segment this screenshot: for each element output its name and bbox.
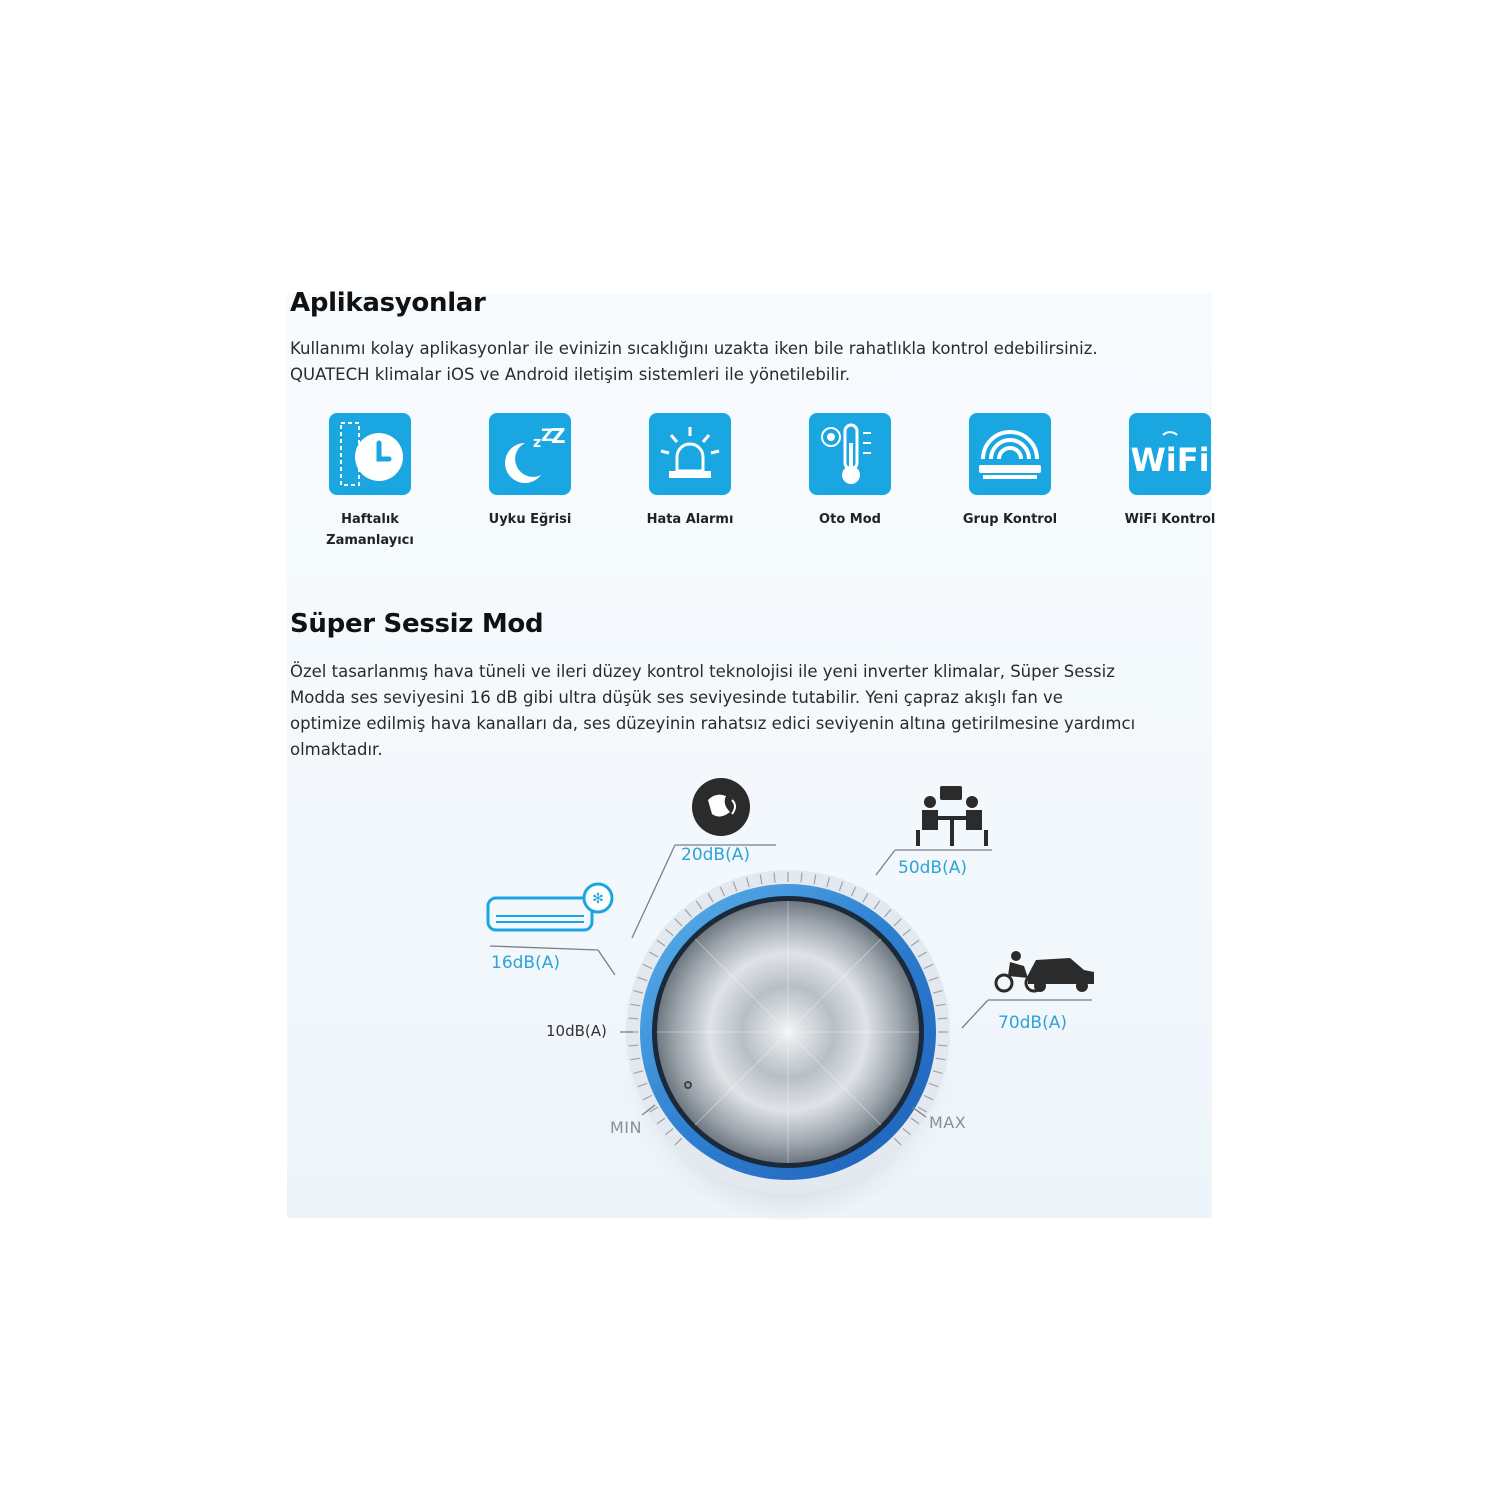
- feature-label: Uyku Eğrisi: [488, 512, 572, 527]
- air-conditioner-icon: [488, 884, 612, 930]
- apps-title: Aplikasyonlar: [290, 288, 486, 318]
- apps-description: [290, 336, 1190, 388]
- feature-error-alarm: [610, 413, 770, 530]
- svg-text:Z: Z: [541, 426, 554, 446]
- feature-auto-mode: [770, 413, 930, 530]
- feature-label: WiFi Kontrol: [1124, 512, 1216, 527]
- auto-mode-icon: [809, 413, 891, 495]
- whisper-icon: [692, 778, 750, 836]
- weekly-timer-icon: [329, 413, 411, 495]
- svg-text:z: z: [533, 435, 542, 451]
- silent-dial-graphic: [480, 770, 1120, 1230]
- dial-max-label: MAX: [929, 1113, 967, 1132]
- feature-sleep-curve: [450, 413, 610, 530]
- wifi-tile-text: WiFi: [1130, 441, 1210, 479]
- silent-description: Özel tasarlanmış hava tüneli ve ileri düzey kontrol teknolojisi ile yeni inverter klimalar, Süper Sessiz Modda ses seviyesini 16 dB gibi ultra düşük ses seviyesinde tutabilir. Yeni çapraz akışlı fan ve optimize edilmiş hava kanalları da, ses düzeyinin rahatsız edici seviyenin altına getirilmesine yardımcı olmaktadır.: [290, 662, 1136, 759]
- level-10db-label: 10dB(A): [546, 1022, 607, 1040]
- traffic-icon: [996, 951, 1094, 992]
- wifi-control-icon: [1129, 413, 1211, 495]
- feature-weekly-timer: [290, 413, 450, 551]
- apps-description-line: QUATECH klimalar iOS ve Android iletişim sistemleri ile yönetilebilir.: [290, 365, 851, 384]
- level-70db-label: 70dB(A): [998, 1013, 1067, 1033]
- feature-label: Oto Mod: [819, 512, 881, 527]
- svg-text:Z: Z: [551, 424, 566, 448]
- level-20db-label: 20dB(A): [681, 845, 750, 865]
- feature-label: Haftalık Zamanlayıcı: [326, 512, 414, 548]
- apps-description-line: Kullanımı kolay aplikasyonlar ile evinizin sıcaklığını uzakta iken bile rahatlıkla kontrol edebilirsiniz.: [290, 339, 1098, 358]
- sleep-curve-icon: [489, 413, 571, 495]
- silent-title: Süper Sessiz Mod: [290, 609, 544, 639]
- level-16db-label: 16dB(A): [491, 953, 560, 973]
- feature-group-control: [930, 413, 1090, 530]
- group-control-icon: [969, 413, 1051, 495]
- dial-min-label: MIN: [610, 1118, 642, 1137]
- svg-text:✻: ✻: [592, 891, 604, 907]
- error-alarm-icon: [649, 413, 731, 495]
- feature-label: Grup Kontrol: [962, 512, 1058, 527]
- level-50db-label: 50dB(A): [898, 858, 967, 878]
- meeting-icon: [916, 786, 988, 846]
- feature-wifi-control: [1090, 413, 1250, 530]
- feature-label: Hata Alarmı: [646, 512, 734, 527]
